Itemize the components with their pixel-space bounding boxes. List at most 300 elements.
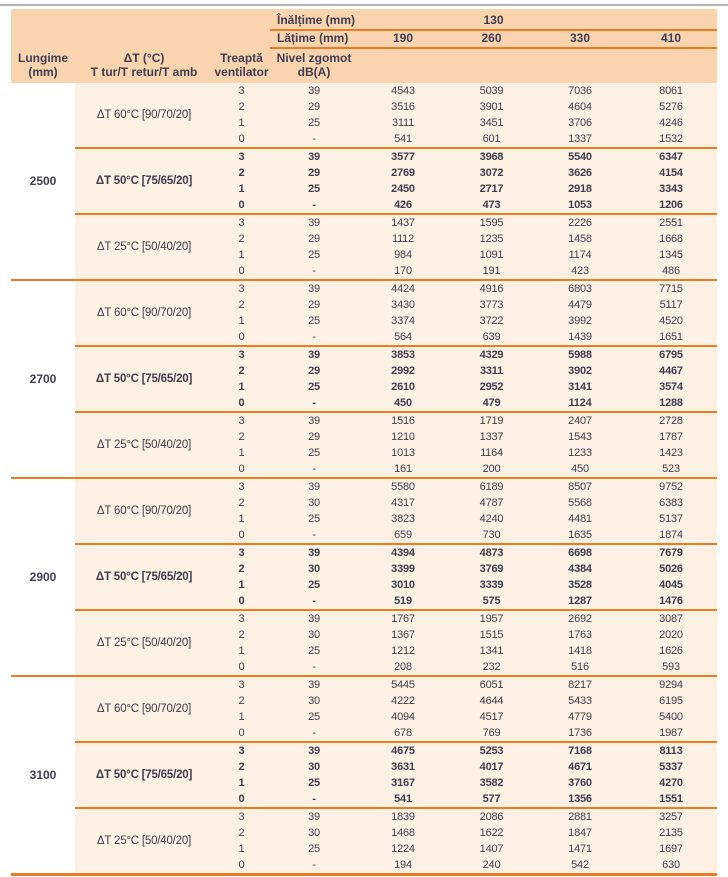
output-value-cell: 4644 <box>479 695 504 707</box>
output-value-cell: 450 <box>394 397 412 409</box>
noise-db-cell: - <box>312 793 316 805</box>
output-value-cell: 1287 <box>568 595 592 607</box>
output-value-cell: 1787 <box>659 431 683 443</box>
output-value-cell: 191 <box>482 265 501 277</box>
output-value-cell: 523 <box>662 463 680 475</box>
output-value-cell: 630 <box>662 859 680 871</box>
output-value-cell: 3167 <box>391 777 415 789</box>
height-header-row <box>11 12 717 31</box>
output-value-cell: 1532 <box>659 133 683 145</box>
output-value-cell: 479 <box>482 397 501 409</box>
output-value-cell: 541 <box>394 793 412 805</box>
table-row <box>213 115 717 131</box>
output-value-cell: 1651 <box>659 331 683 343</box>
table-row <box>213 395 717 411</box>
output-value-cell: 2135 <box>659 827 683 839</box>
output-value-cell: 1874 <box>659 529 683 541</box>
table-row <box>213 231 717 247</box>
output-value-cell: 1622 <box>479 827 504 839</box>
fan-step-cell: 1 <box>238 249 245 261</box>
width-header-row <box>11 31 717 49</box>
table-row <box>213 759 717 775</box>
noise-db-cell: - <box>312 727 316 739</box>
fan-step-cell: 2 <box>238 167 245 179</box>
header-spacer <box>11 31 270 49</box>
table-row <box>213 99 717 115</box>
delta-t-section <box>75 411 717 477</box>
fan-step-cell: 0 <box>238 595 245 607</box>
output-value-cell: 2610 <box>391 381 415 393</box>
table-row <box>213 775 717 791</box>
noise-db-cell: 25 <box>308 843 320 855</box>
fan-step-cell: 3 <box>238 613 245 625</box>
width-column-header: 330 <box>569 31 591 45</box>
delta-t-label: ΔT 60°C [90/70/20] <box>96 703 192 715</box>
output-value-cell: 4779 <box>568 711 592 723</box>
fan-step-cell: 2 <box>238 233 245 245</box>
output-value-cell: 1112 <box>391 233 415 245</box>
length-label-line1: Lungime <box>18 51 68 65</box>
noise-db-cell: 39 <box>308 217 320 229</box>
section-rows <box>213 809 717 873</box>
table-body <box>11 83 717 873</box>
output-value-cell: 4787 <box>479 497 504 509</box>
output-value-cell: 4479 <box>568 299 592 311</box>
table-row <box>213 643 717 659</box>
noise-db-cell: 29 <box>308 365 320 377</box>
delta-t-section <box>75 609 717 675</box>
table-row <box>213 561 717 577</box>
output-value-cell: 1543 <box>568 431 592 443</box>
output-value-cell: 541 <box>394 133 412 145</box>
output-value-cell: 519 <box>394 595 412 607</box>
output-value-cell: 6795 <box>659 349 683 361</box>
noise-db-cell: 39 <box>308 745 320 757</box>
noise-db-cell: 39 <box>308 349 320 361</box>
output-value-cell: 3582 <box>479 777 504 789</box>
output-value-cell: 4424 <box>391 283 415 295</box>
output-value-cell: 516 <box>571 661 589 673</box>
delta-t-label-line1: ΔT (°C) <box>123 51 165 65</box>
section-rows <box>213 281 717 345</box>
output-value-cell: 3626 <box>568 167 592 179</box>
table-row <box>213 281 717 297</box>
output-value-cell: 2692 <box>568 613 592 625</box>
delta-t-label: ΔT 60°C [90/70/20] <box>96 307 192 319</box>
output-value-cell: 2769 <box>391 167 415 179</box>
output-value-cell: 1407 <box>479 843 504 855</box>
delta-t-section <box>75 281 717 345</box>
table-row <box>213 445 717 461</box>
fan-step-cell: 2 <box>238 827 245 839</box>
output-value-cell: 1337 <box>568 133 592 145</box>
fan-step-cell: 0 <box>238 859 245 871</box>
fan-step-cell: 3 <box>238 283 245 295</box>
output-value-cell: 8217 <box>568 679 592 691</box>
output-value-cell: 8061 <box>659 85 683 97</box>
group-body <box>75 281 717 477</box>
output-value-cell: 564 <box>394 331 412 343</box>
table-row <box>213 181 717 197</box>
fan-step-cell: 0 <box>238 463 245 475</box>
fan-step-label-line2: ventilator <box>214 65 269 79</box>
output-value-cell: 984 <box>394 249 412 261</box>
output-value-cell: 3722 <box>479 315 504 327</box>
noise-column-header <box>270 51 358 79</box>
fan-step-cell: 2 <box>238 497 245 509</box>
table-row <box>213 197 717 213</box>
output-value-cell: 3901 <box>479 101 504 113</box>
fan-step-cell: 3 <box>238 481 245 493</box>
section-rows <box>213 479 717 543</box>
output-value-cell: 1476 <box>659 595 683 607</box>
delta-t-label: ΔT 50°C [75/65/20] <box>95 769 193 781</box>
delta-t-section <box>75 807 717 873</box>
output-value-cell: 1551 <box>659 793 683 805</box>
output-value-cell: 1233 <box>568 447 592 459</box>
output-value-cell: 1091 <box>479 249 504 261</box>
noise-db-cell: 30 <box>308 761 320 773</box>
output-value-cell: 2020 <box>659 629 683 641</box>
output-value-cell: 1697 <box>659 843 683 855</box>
bottom-divider <box>11 873 717 876</box>
fan-step-cell: 3 <box>238 415 245 427</box>
output-value-cell: 4394 <box>391 547 415 559</box>
output-value-cell: 473 <box>482 199 501 211</box>
width-column-header: 410 <box>660 31 682 45</box>
width-label: Lățime (mm) <box>277 31 349 45</box>
fan-step-cell: 1 <box>238 315 245 327</box>
header-spacer <box>11 12 270 31</box>
fan-step-cell: 0 <box>238 529 245 541</box>
fan-step-cell: 0 <box>238 793 245 805</box>
delta-t-label: ΔT 50°C [75/65/20] <box>95 571 193 583</box>
output-value-cell: 2551 <box>659 217 683 229</box>
fan-step-column-header <box>213 51 270 79</box>
output-value-cell: 1356 <box>568 793 592 805</box>
noise-db-cell: 25 <box>308 315 320 327</box>
table-row <box>213 247 717 263</box>
output-value-cell: 4329 <box>479 349 504 361</box>
output-value-cell: 3072 <box>479 167 504 179</box>
table-row <box>213 545 717 561</box>
delta-t-label: ΔT 25°C [50/40/20] <box>96 439 192 451</box>
noise-db-cell: - <box>312 199 316 211</box>
output-value-cell: 232 <box>482 661 501 673</box>
noise-db-cell: 39 <box>308 811 320 823</box>
noise-db-cell: - <box>312 463 316 475</box>
output-value-cell: 5445 <box>391 679 415 691</box>
table-row <box>213 83 717 99</box>
radiator-spec-table <box>11 9 717 876</box>
table-row <box>213 577 717 593</box>
output-value-cell: 3823 <box>391 513 415 525</box>
section-rows <box>213 149 717 213</box>
noise-db-cell: 39 <box>308 679 320 691</box>
delta-t-section <box>75 741 717 807</box>
output-value-cell: 1345 <box>659 249 683 261</box>
output-value-cell: 3111 <box>391 117 415 129</box>
delta-t-section <box>75 677 717 741</box>
fan-step-cell: 1 <box>238 579 245 591</box>
output-value-cell: 9752 <box>659 481 683 493</box>
fan-step-cell: 0 <box>238 727 245 739</box>
noise-db-cell: - <box>312 595 316 607</box>
fan-step-cell: 2 <box>238 695 245 707</box>
fan-step-cell: 2 <box>238 563 245 575</box>
output-value-cell: 3853 <box>391 349 415 361</box>
output-value-cell: 5276 <box>659 101 683 113</box>
noise-db-cell: 39 <box>308 415 320 427</box>
table-row <box>213 215 717 231</box>
noise-db-cell: 29 <box>308 233 320 245</box>
output-value-cell: 730 <box>482 529 501 541</box>
output-value-cell: 1847 <box>568 827 592 839</box>
delta-t-column-header <box>75 51 213 79</box>
fan-step-cell: 0 <box>238 199 245 211</box>
output-value-cell: 3374 <box>391 315 415 327</box>
output-value-cell: 4017 <box>479 761 504 773</box>
output-value-cell: 1595 <box>479 217 504 229</box>
noise-db-cell: - <box>312 133 316 145</box>
table-row <box>213 627 717 643</box>
output-value-cell: 3010 <box>391 579 415 591</box>
width-column-header: 190 <box>392 31 414 45</box>
noise-db-cell: 29 <box>308 431 320 443</box>
output-value-cell: 4154 <box>659 167 683 179</box>
output-value-cell: 1212 <box>391 645 415 657</box>
fan-step-cell: 0 <box>238 397 245 409</box>
fan-step-cell: 1 <box>238 447 245 459</box>
table-row <box>213 297 717 313</box>
output-value-cell: 2918 <box>568 183 592 195</box>
output-value-cell: 5253 <box>479 745 504 757</box>
noise-db-cell: 39 <box>308 547 320 559</box>
table-row <box>213 363 717 379</box>
noise-db-cell: 39 <box>308 85 320 97</box>
output-value-cell: 1635 <box>568 529 592 541</box>
output-value-cell: 170 <box>394 265 412 277</box>
output-value-cell: 1437 <box>391 217 415 229</box>
output-value-cell: 6195 <box>659 695 683 707</box>
width-column-header: 260 <box>481 31 502 45</box>
output-value-cell: 423 <box>571 265 589 277</box>
output-value-cell: 3577 <box>391 151 415 163</box>
noise-db-cell: 39 <box>308 613 320 625</box>
table-row <box>213 611 717 627</box>
output-value-cell: 1763 <box>568 629 592 641</box>
output-value-cell: 678 <box>394 727 412 739</box>
noise-db-cell: 29 <box>308 167 320 179</box>
height-header-area <box>270 12 717 31</box>
height-value: 130 <box>483 13 504 27</box>
output-value-cell: 4481 <box>568 513 592 525</box>
fan-step-cell: 3 <box>238 679 245 691</box>
noise-db-cell: 25 <box>308 777 320 789</box>
output-value-cell: 3706 <box>568 117 592 129</box>
length-value: 3100 <box>11 677 75 873</box>
output-value-cell: 5400 <box>659 711 683 723</box>
fan-step-cell: 3 <box>238 217 245 229</box>
output-value-cell: 3257 <box>659 811 683 823</box>
table-row <box>213 659 717 675</box>
output-value-cell: 3760 <box>568 777 592 789</box>
output-value-cell: 2450 <box>391 183 415 195</box>
delta-t-label: ΔT 25°C [50/40/20] <box>96 835 192 847</box>
section-rows <box>213 677 717 741</box>
noise-db-cell: 29 <box>308 101 320 113</box>
output-value-cell: 1767 <box>391 613 415 625</box>
output-value-cell: 3769 <box>479 563 504 575</box>
output-value-cell: 3311 <box>479 365 504 377</box>
noise-db-cell: 25 <box>308 579 320 591</box>
noise-db-cell: 25 <box>308 645 320 657</box>
output-value-cell: 7036 <box>568 85 592 97</box>
length-label-line2: (mm) <box>28 65 58 79</box>
output-value-cell: 1013 <box>391 447 415 459</box>
column-headers-row <box>11 49 717 83</box>
output-value-cell: 5337 <box>659 761 683 773</box>
output-value-cell: 2881 <box>568 811 592 823</box>
output-value-cell: 1471 <box>568 843 592 855</box>
output-value-cell: 4240 <box>479 513 504 525</box>
table-row <box>213 329 717 345</box>
table-row <box>213 677 717 693</box>
fan-step-cell: 1 <box>238 117 245 129</box>
fan-step-cell: 1 <box>238 183 245 195</box>
noise-db-cell: 30 <box>308 827 320 839</box>
delta-t-label: ΔT 50°C [75/65/20] <box>95 373 193 385</box>
output-value-cell: 1337 <box>479 431 504 443</box>
table-row <box>213 725 717 741</box>
output-value-cell: 4317 <box>391 497 415 509</box>
output-value-cell: 4543 <box>391 85 415 97</box>
length-group <box>11 279 717 477</box>
length-value: 2700 <box>11 281 75 477</box>
output-value-cell: 3902 <box>568 365 592 377</box>
output-value-cell: 1987 <box>659 727 683 739</box>
fan-step-label-line1: Treaptă <box>220 51 263 65</box>
table-row <box>213 709 717 725</box>
noise-db-cell: 25 <box>308 447 320 459</box>
output-value-cell: 4045 <box>659 579 683 591</box>
output-value-cell: 575 <box>482 595 501 607</box>
table-row <box>213 479 717 495</box>
fan-step-cell: 0 <box>238 331 245 343</box>
noise-db-cell: 39 <box>308 151 320 163</box>
output-value-cell: 3992 <box>568 315 592 327</box>
noise-db-cell: 25 <box>308 381 320 393</box>
delta-t-section <box>75 213 717 279</box>
output-value-cell: 3968 <box>479 151 504 163</box>
output-value-cell: 4270 <box>659 777 683 789</box>
length-group <box>11 477 717 675</box>
table-row <box>213 825 717 841</box>
fan-step-cell: 2 <box>238 629 245 641</box>
output-value-cell: 4675 <box>391 745 415 757</box>
output-value-cell: 593 <box>662 661 680 673</box>
output-value-cell: 3773 <box>479 299 504 311</box>
output-value-cell: 2717 <box>479 183 504 195</box>
output-value-cell: 1367 <box>391 629 415 641</box>
noise-db-cell: 39 <box>308 283 320 295</box>
output-value-cell: 3574 <box>659 381 683 393</box>
section-rows <box>213 611 717 675</box>
output-value-cell: 1626 <box>659 645 683 657</box>
output-value-cell: 1224 <box>391 843 415 855</box>
output-value-cell: 2728 <box>659 415 683 427</box>
fan-step-cell: 2 <box>238 365 245 377</box>
height-label: Înălțime (mm) <box>277 13 356 27</box>
output-value-cell: 1719 <box>479 415 504 427</box>
output-value-cell: 486 <box>662 265 680 277</box>
noise-db-cell: - <box>312 529 316 541</box>
fan-step-cell: 1 <box>238 777 245 789</box>
output-value-cell: 3141 <box>568 381 592 393</box>
section-rows <box>213 83 717 147</box>
table-row <box>213 791 717 807</box>
output-value-cell: 5026 <box>659 563 683 575</box>
output-value-cell: 601 <box>482 133 501 145</box>
delta-t-section <box>75 543 717 609</box>
output-value-cell: 8113 <box>659 745 683 757</box>
table-row <box>213 693 717 709</box>
table-row <box>213 313 717 329</box>
output-value-cell: 1516 <box>391 415 415 427</box>
fan-step-cell: 3 <box>238 85 245 97</box>
table-row <box>213 429 717 445</box>
table-header <box>11 9 717 83</box>
output-value-cell: 6803 <box>568 283 592 295</box>
output-value-cell: 3631 <box>391 761 415 773</box>
output-value-cell: 3339 <box>479 579 504 591</box>
fan-step-cell: 2 <box>238 431 245 443</box>
length-group <box>11 675 717 873</box>
output-value-cell: 9294 <box>659 679 683 691</box>
table-row <box>213 593 717 609</box>
output-value-cell: 4246 <box>659 117 683 129</box>
output-value-cell: 5988 <box>568 349 592 361</box>
output-value-cell: 6189 <box>479 481 504 493</box>
noise-db-cell: 29 <box>308 299 320 311</box>
length-group <box>11 83 717 279</box>
table-row <box>213 511 717 527</box>
output-value-cell: 659 <box>394 529 412 541</box>
noise-db-cell: 30 <box>308 695 320 707</box>
output-value-cell: 1668 <box>659 233 683 245</box>
fan-step-cell: 1 <box>238 381 245 393</box>
output-value-cell: 3430 <box>391 299 415 311</box>
noise-db-cell: 30 <box>308 497 320 509</box>
delta-t-section <box>75 345 717 411</box>
delta-t-section <box>75 83 717 147</box>
length-value: 2900 <box>11 479 75 675</box>
noise-db-cell: 25 <box>308 711 320 723</box>
group-body <box>75 677 717 873</box>
output-value-cell: 4520 <box>659 315 683 327</box>
output-value-cell: 5568 <box>568 497 592 509</box>
length-value: 2500 <box>11 83 75 279</box>
fan-step-cell: 0 <box>238 661 245 673</box>
noise-db-cell: - <box>312 331 316 343</box>
output-value-cell: 2226 <box>568 217 592 229</box>
group-body <box>75 83 717 279</box>
noise-db-cell: 30 <box>308 629 320 641</box>
length-column-header <box>11 51 75 79</box>
output-value-cell: 1164 <box>480 447 503 459</box>
noise-db-cell: - <box>312 265 316 277</box>
delta-t-section <box>75 479 717 543</box>
